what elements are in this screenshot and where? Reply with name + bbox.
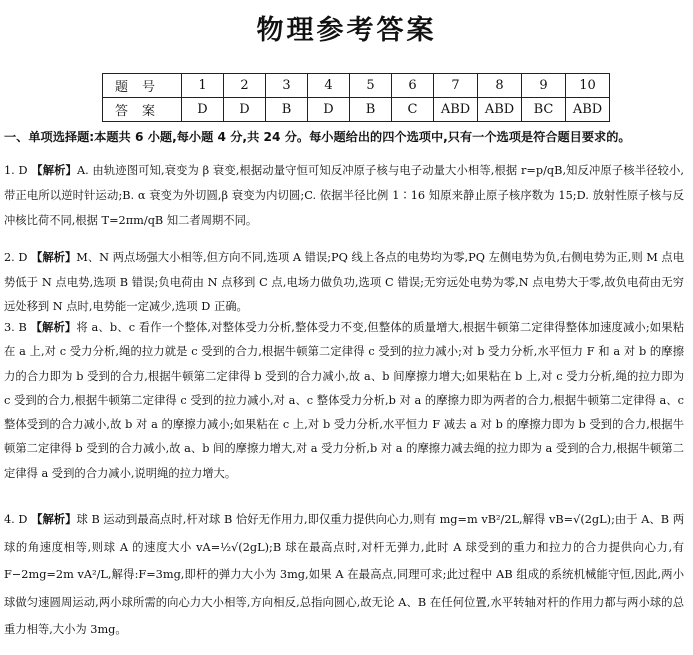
number-cell: 6 xyxy=(392,74,434,98)
analysis-tag: 【解析】 xyxy=(30,321,77,334)
question-3 xyxy=(4,316,684,486)
analysis-text: A. 由轨迹图可知,衰变为 β 衰变,根据动量守恒可知反冲原子核与电子动量大小相等,根据 r=p/qB,知反冲原子核半径较小,带正电所以逆时针运动;B. α 衰变为外切圆,β 衰变为内切圆;C. 依据半径比例 1∶16 知原来静止原子核序数为 15;D. 放射性原子核与反冲核比荷不同,根据 T=2πm/qB 知二者周期不同。 xyxy=(4,164,684,227)
question-number: 1. D xyxy=(4,164,28,177)
row-label-answer: 答案 xyxy=(103,98,182,122)
analysis-text: M、N 两点场强大小相等,但方向不同,选项 A 错误;PQ 线上各点的电势均为零,PQ 左侧电势为负,右侧电势为正,则 M 点电势低于 N 点电势,选项 B 错误;负电荷由 N 点移到 C 点,电场力做负功,选项 C 错误;无穷远处电势为零,N 点电势大于零,故负电荷由无穷远处移到 N 点时,电势能一定减少,选项 D 正确。 xyxy=(4,251,684,313)
number-cell: 4 xyxy=(308,74,350,98)
number-cell: 1 xyxy=(182,74,224,98)
answer-cell: B xyxy=(266,98,308,122)
answer-row xyxy=(103,98,610,122)
number-cell: 10 xyxy=(566,74,610,98)
question-number: 4. D xyxy=(4,513,28,526)
number-cell: 9 xyxy=(522,74,566,98)
section-heading: 一、单项选择题:本题共 6 小题,每小题 4 分,共 24 分。每小题给出的四个选项中,只有一个选项是符合题目要求的。 xyxy=(4,130,631,144)
answer-cell: D xyxy=(182,98,224,122)
number-cell: 8 xyxy=(478,74,522,98)
answer-table xyxy=(102,73,610,122)
answer-cell: ABD xyxy=(434,98,478,122)
question-2 xyxy=(4,246,684,320)
answer-cell: ABD xyxy=(566,98,610,122)
answer-cell: ABD xyxy=(478,98,522,122)
question-1 xyxy=(4,158,684,233)
question-number: 3. B xyxy=(4,321,27,334)
answer-cell: D xyxy=(308,98,350,122)
number-cell: 7 xyxy=(434,74,478,98)
answer-cell: BC xyxy=(522,98,566,122)
number-cell: 5 xyxy=(350,74,392,98)
row-label-number: 题号 xyxy=(103,74,182,98)
question-number: 2. D xyxy=(4,251,28,264)
analysis-tag: 【解析】 xyxy=(31,164,77,177)
answer-cell: D xyxy=(224,98,266,122)
answer-cell: B xyxy=(350,98,392,122)
page-title: 物理参考答案 xyxy=(256,15,437,46)
analysis-text: 将 a、b、c 看作一个整体,对整体受力分析,整体受力不变,但整体的质量增大,根据牛顿第二定律得整体加速度减小;如果粘在 a 上,对 c 受力分析,绳的拉力就是 c 受到的合力,根据牛顿第二定律得 c 受到的拉力减小;对 b 受力分析,水平恒力 F 和 a 对 b 的摩擦力的合力即为 b 受到的合力,根据牛顿第二定律得 b 受到的合力减小,故 a、b 间摩擦力增大;如果粘在 b 上,对 c 受力分析,绳的拉力即为 c 受到的合力,根据牛顿第二定律得 c 受到的拉力减小,对 a、c 整体受力分析,b 对 a 的摩擦力即为两者的合力,根据牛顿第二定律得 a、c 整体受到的合力减小,故 b 对 a 的摩擦力减小;如果粘在 c 上,对 b 受力分析,水平恒力 F 减去 a 对 b 的摩擦力即为 b 受到的合力,根据牛顿第二定律得 b 受到的合力减小,故 a、b 间的摩擦力增大,对 a 受力分析,b 对 a 的摩擦力减去绳的拉力即为 a 受到的合力,根据牛顿第二定律得 a 受到的合力减小,说明绳的拉力增大。 xyxy=(4,321,684,480)
number-cell: 3 xyxy=(266,74,308,98)
analysis-text: 球 B 运动到最高点时,杆对球 B 恰好无作用力,即仅重力提供向心力,则有 mg=m vB²/2L,解得 vB=√(2gL);由于 A、B 两球的角速度相等,则球 A 的速度大小 vA=½√(2gL);B 球在最高点时,对杆无弹力,此时 A 球受到的重力和拉力的合力提供向心力,有 F−2mg=2m vA²/L,解得:F=3mg,即杆的弹力大小为 3mg,如果 A 在最高点,同理可求;此过程中 AB 组成的系统机械能守恒,因此,两小球做匀速圆周运动,两小球所需的向心力大小相等,方向相反,总指向圆心,故无论 A、B 在任何位置,水平转轴对杆的作用力都与两小球的总重力相等,大小为 3mg。 xyxy=(4,513,684,636)
analysis-tag: 【解析】 xyxy=(31,513,77,526)
question-4 xyxy=(4,506,684,644)
number-cell: 2 xyxy=(224,74,266,98)
answer-cell: C xyxy=(392,98,434,122)
analysis-tag: 【解析】 xyxy=(31,251,77,264)
number-row xyxy=(103,74,610,98)
